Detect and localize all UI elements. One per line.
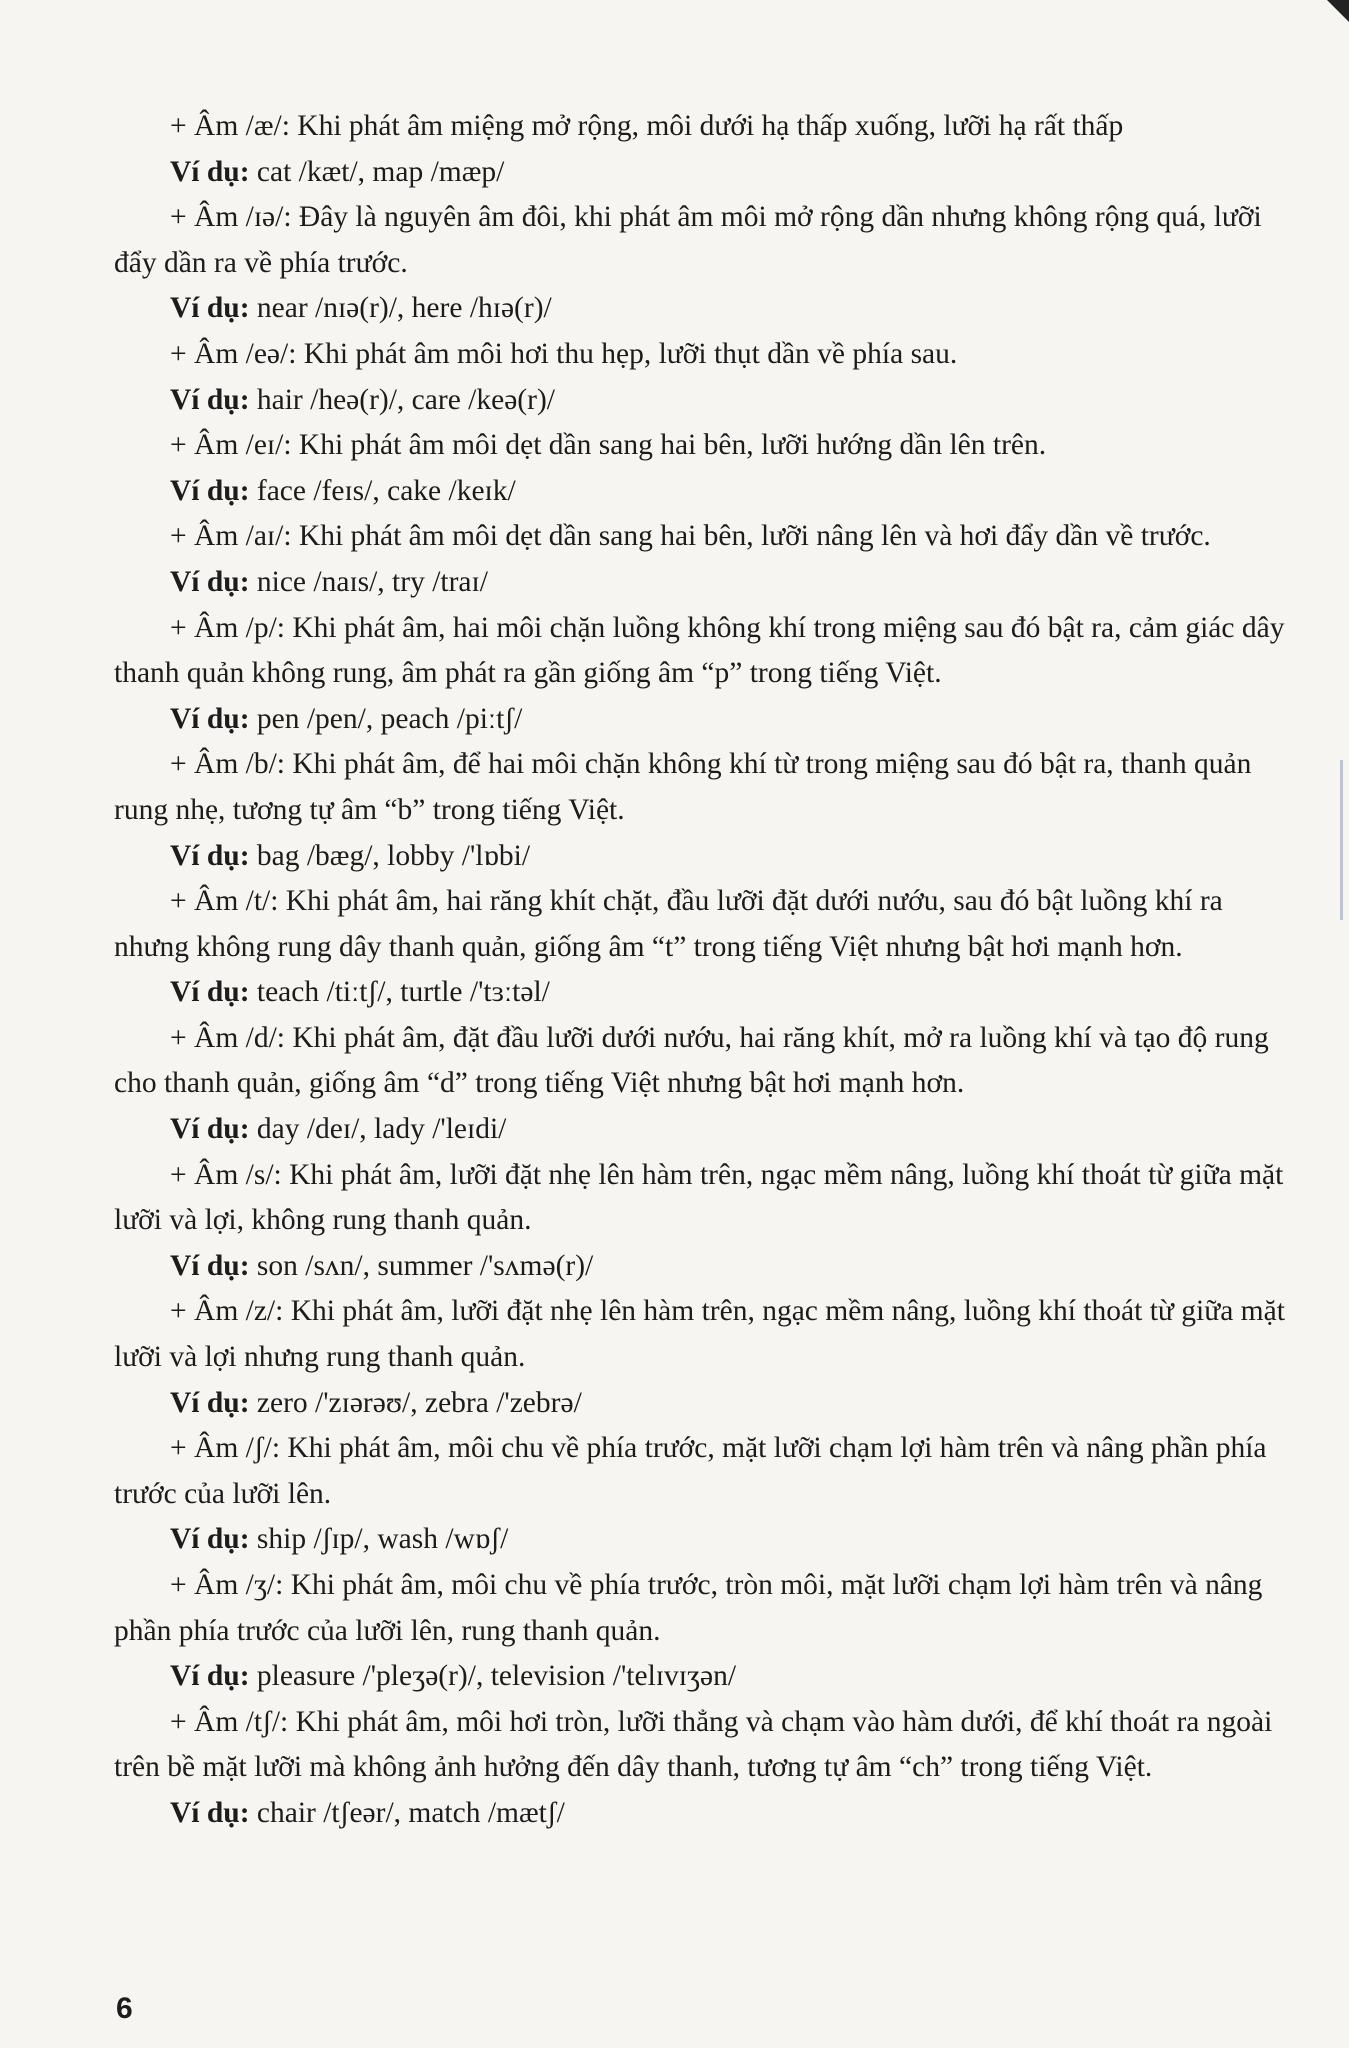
example-words: pleasure /'pleʒə(r)/, television /'telɪvɪʒən/ [249, 1660, 737, 1693]
example-label: Ví dụ: [170, 1523, 250, 1556]
pronunciation-rule: + Âm /tʃ/: Khi phát âm, môi hơi tròn, lưỡi thẳng và chạm vào hàm dưới, để khí thoát ra ngoài trên bề mặt lưỡi mà không ảnh hưởng đến dây thanh, tương tự âm “ch” trong tiếng Việt. [114, 1705, 1273, 1784]
example-line [114, 1517, 1304, 1563]
pronunciation-rule: + Âm /ɪə/: Đây là nguyên âm đôi, khi phát âm môi mở rộng dần nhưng không rộng quá, lưỡi đẩy dần ra về phía trước. [114, 201, 1262, 279]
example-label: Ví dụ: [170, 702, 250, 735]
example-label: Ví dụ: [170, 976, 250, 1009]
example-line [114, 1381, 1304, 1427]
example-label: Ví dụ: [170, 383, 250, 416]
example-line [114, 1244, 1304, 1290]
example-label: Ví dụ: [170, 155, 250, 188]
example-label: Ví dụ: [170, 1386, 250, 1419]
page-edge-mark [1340, 760, 1343, 920]
example-words: bag /bæg/, lobby /'lɒbi/ [249, 839, 531, 872]
pronunciation-rule: + Âm /p/: Khi phát âm, hai môi chặn luồng không khí trong miệng sau đó bật ra, cảm giác dây thanh quản không rung, âm phát ra gần giống âm “p” trong tiếng Việt. [114, 611, 1285, 690]
example-words: day /deɪ/, lady /'leɪdi/ [249, 1113, 507, 1146]
pronunciation-rule: + Âm /æ/: Khi phát âm miệng mở rộng, môi dưới hạ thấp xuống, lưỡi hạ rất thấp [170, 110, 1124, 142]
page-corner-mark [1327, 0, 1349, 22]
example-words: near /nɪə(r)/, here /hɪə(r)/ [249, 292, 552, 325]
example-label: Ví dụ: [170, 1249, 250, 1282]
example-line [114, 834, 1304, 880]
example-label: Ví dụ: [170, 1796, 250, 1829]
pronunciation-rule: + Âm /aɪ/: Khi phát âm môi dẹt dần sang hai bên, lưỡi nâng lên và hơi đẩy dần về trước. [170, 520, 1211, 553]
pronunciation-rule: + Âm /b/: Khi phát âm, để hai môi chặn không khí từ trong miệng sau đó bật ra, thanh quản rung nhẹ, tương tự âm “b” trong tiếng Việt. [114, 748, 1252, 826]
example-line [114, 378, 1304, 424]
pronunciation-rule: + Âm /t/: Khi phát âm, hai răng khít chặt, đầu lưỡi đặt dưới nướu, sau đó bật luồng khí ra nhưng không rung dây thanh quản, giống âm “t” trong tiếng Việt nhưng bật hơi mạnh hơn. [114, 885, 1223, 963]
example-label: Ví dụ: [170, 839, 250, 872]
example-label: Ví dụ: [170, 292, 250, 325]
example-words: zero /'zɪərəʊ/, zebra /'zebrə/ [249, 1386, 582, 1419]
example-label: Ví dụ: [170, 1660, 250, 1693]
example-line [114, 970, 1304, 1016]
example-words: ship /ʃɪp/, wash /wɒʃ/ [249, 1523, 509, 1556]
example-line [114, 150, 1304, 196]
example-label: Ví dụ: [170, 1113, 250, 1146]
example-line [114, 1654, 1304, 1700]
pronunciation-rule: + Âm /z/: Khi phát âm, lưỡi đặt nhẹ lên hàm trên, ngạc mềm nâng, luồng khí thoát từ giữa mặt lưỡi và lợi nhưng rung thanh quản. [114, 1295, 1285, 1374]
example-words: hair /heə(r)/, care /keə(r)/ [249, 383, 555, 416]
example-label: Ví dụ: [170, 474, 250, 507]
page-body [114, 104, 1304, 1837]
example-words: teach /tiːtʃ/, turtle /'tɜːtəl/ [249, 976, 550, 1009]
example-words: face /feɪs/, cake /keɪk/ [249, 474, 516, 507]
page-number: 6 [116, 1992, 133, 2025]
example-line [114, 1791, 1304, 1837]
example-line [114, 560, 1304, 606]
pronunciation-rule: + Âm /ʃ/: Khi phát âm, môi chu về phía trước, mặt lưỡi chạm lợi hàm trên và nâng phần phía trước của lưỡi lên. [114, 1432, 1267, 1510]
pronunciation-rule: + Âm /eə/: Khi phát âm môi hơi thu hẹp, lưỡi thụt dần về phía sau. [170, 337, 958, 370]
example-label: Ví dụ: [170, 565, 250, 598]
example-words: chair /tʃeər/, match /mætʃ/ [249, 1796, 565, 1829]
example-line [114, 469, 1304, 515]
example-line [114, 1107, 1304, 1153]
pronunciation-rule: + Âm /eɪ/: Khi phát âm môi dẹt dần sang hai bên, lưỡi hướng dần lên trên. [170, 429, 1047, 462]
example-line [114, 697, 1304, 743]
pronunciation-rule: + Âm /s/: Khi phát âm, lưỡi đặt nhẹ lên hàm trên, ngạc mềm nâng, luồng khí thoát từ giữa mặt lưỡi và lợi, không rung thanh quản. [114, 1158, 1284, 1237]
example-words: nice /naɪs/, try /traɪ/ [249, 565, 488, 598]
example-words: son /sʌn/, summer /'sʌmə(r)/ [249, 1249, 594, 1282]
example-words: cat /kæt/, map /mæp/ [249, 155, 505, 188]
pronunciation-rule: + Âm /ʒ/: Khi phát âm, môi chu về phía trước, tròn môi, mặt lưỡi chạm lợi hàm trên và nâng phần phía trước của lưỡi lên, rung thanh quản. [114, 1569, 1263, 1647]
example-words: pen /pen/, peach /piːtʃ/ [249, 702, 523, 735]
example-line [114, 286, 1304, 332]
pronunciation-rule: + Âm /d/: Khi phát âm, đặt đầu lưỡi dưới nướu, hai răng khít, mở ra luồng khí và tạo độ rung cho thanh quản, giống âm “d” trong tiếng Việt nhưng bật hơi mạnh hơn. [114, 1021, 1269, 1100]
